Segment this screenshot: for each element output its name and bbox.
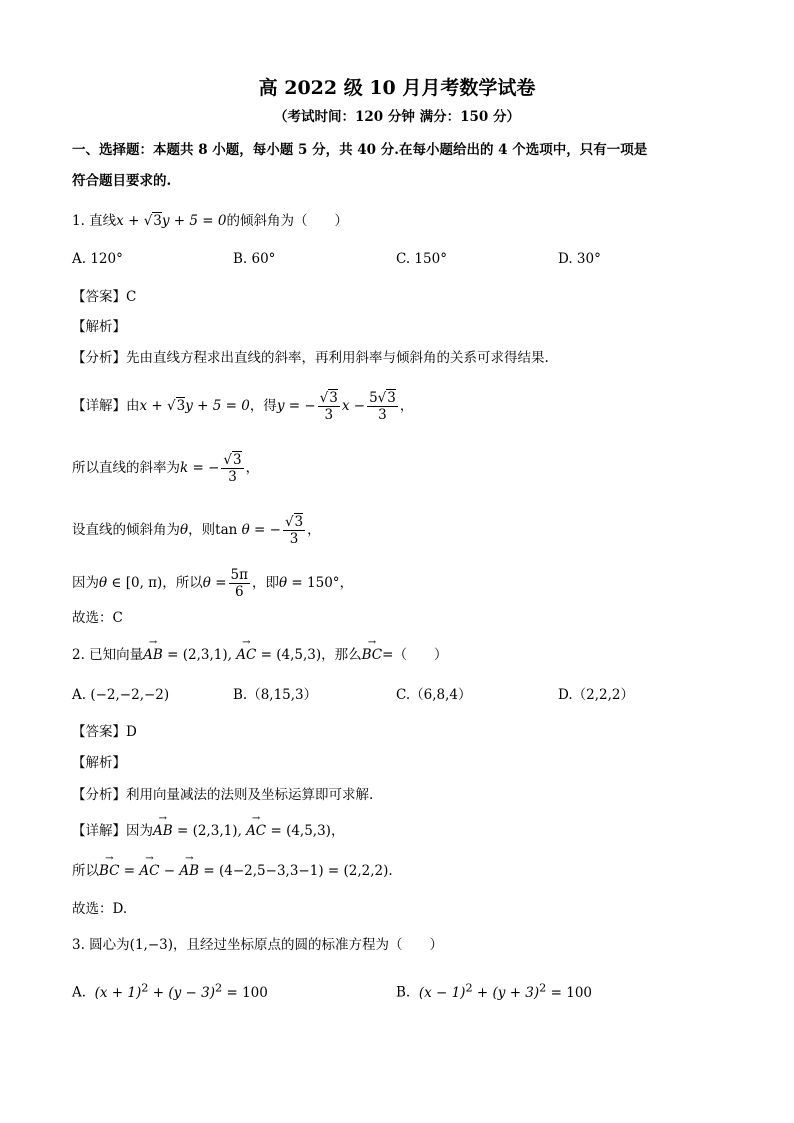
q1-tan-fraction: $\frac{√3}{3}$ [284, 514, 304, 547]
page-title: 高 2022 级 10 月月考数学试卷 [258, 77, 536, 99]
q2-answer: 【答案】D [72, 724, 137, 740]
q1-because-prefix: 因为 [72, 575, 99, 591]
q2-fenxi: 【分析】利用向量减法的法则及坐标运算即可求解. [72, 787, 374, 803]
q1-fraction-2: $\frac{5√3}{3}$ [369, 390, 396, 423]
q1-angle: 设直线的倾斜角为θ，则tan θ = − $\frac{√3}{3}$ ， [72, 514, 321, 547]
q1-detail-prefix: 【详解】由 [72, 398, 140, 414]
q1-choose: 故选：C [72, 610, 123, 626]
question-3-stem [72, 936, 443, 954]
q3-option-b: B. $(x - 1)^2 + (y + 3)^2 = 100$ [396, 981, 593, 1001]
q1-option-d: D. 30° [558, 251, 601, 267]
q1-fenxi: 【分析】先由直线方程求出直线的斜率，再利用斜率与倾斜角的关系可求得结果. [72, 350, 549, 366]
q3-option-a-label: A. [72, 984, 87, 1001]
q1-angle-fraction: $\frac{5\pi}{6}$ [230, 567, 248, 600]
q1-answer: 【答案】C [72, 289, 137, 305]
section-heading-line1: 一、选择题：本题共 8 小题，每小题 5 分，共 40 分.在每小题给出的 4 个选项中，只有一项是 [72, 142, 648, 158]
q1-option-a: A. 120° [72, 251, 123, 267]
question-1-tail: 的倾斜角为（ ） [226, 213, 348, 229]
question-1-number: 1. 直线 [72, 213, 117, 229]
q1-slope: 所以直线的斜率为k = − $\frac{√3}{3}$ ， [72, 452, 260, 485]
q1-slope-prefix: 所以直线的斜率为 [72, 460, 180, 476]
q1-because: 因为θ ∈ [0, π)，所以θ = $\frac{5\pi}{6}$ ，即θ = 150°， [72, 567, 354, 600]
q3-option-a: A. $(x + 1)^2 + (y - 3)^2 = 100$ [72, 981, 268, 1001]
q3-option-b-label: B. [396, 984, 411, 1001]
q2-choose: 故选：D. [72, 901, 128, 917]
q2-option-a: A. (−2,−2,−2) [72, 687, 170, 703]
q2-option-c: C.（6,8,4） [396, 687, 472, 703]
q1-angle-mid: ，则 [188, 522, 216, 538]
q1-fraction-1: $\frac{√3}{3}$ [319, 390, 338, 423]
question-2-stem: 2. 已知向量→ AB = (2,3,1), → AC = (4,5,3)，那么→ BC=（ ） [72, 646, 447, 664]
question-1-equation: x + √3y + 5 = 0 [116, 213, 227, 229]
q2-so: 所以→ BC = → AC − → AB = (4−2,5−3,3−1) = (2,2,2). [72, 862, 393, 880]
q2-detail-prefix: 【详解】因为 [72, 823, 153, 839]
question-1-stem [72, 212, 348, 230]
question-2-tail: =（ ） [382, 647, 448, 663]
q1-option-c: C. 150° [396, 251, 447, 267]
q1-because-mid2: ，即 [252, 575, 279, 591]
q2-option-b: B.（8,15,3） [233, 687, 318, 703]
q1-slope-fraction: $\frac{√3}{3}$ [223, 452, 242, 485]
question-3-center: (1,−3) [129, 937, 173, 953]
question-2-number: 2. 已知向量 [72, 647, 144, 663]
q2-detail: 【详解】因为→ AB = (2,3,1), → AC = (4,5,3)， [72, 822, 344, 840]
question-3-number: 3. 圆心为 [72, 937, 130, 953]
section-heading-line2: 符合题目要求的. [72, 173, 172, 189]
q1-analysis-label: 【解析】 [72, 319, 126, 335]
q1-option-b: B. 60° [233, 251, 276, 267]
q2-option-d: D.（2,2,2） [558, 687, 634, 703]
question-3-tail: ，且经过坐标原点的圆的标准方程为（ ） [173, 937, 443, 953]
question-2-tail-mid: ，那么 [321, 647, 362, 663]
q1-because-mid: ，所以 [162, 575, 203, 591]
q2-analysis-label: 【解析】 [72, 755, 126, 771]
q1-detail: 【详解】由x + √3y + 5 = 0，得y = − $\frac{√3}{3}$ x − $\frac{5√3}{3}$ ， [72, 390, 414, 423]
q1-angle-prefix: 设直线的倾斜角为 [72, 522, 180, 538]
exam-info: （考试时间：120 分钟 满分：150 分） [274, 109, 520, 125]
q2-so-prefix: 所以 [72, 863, 99, 879]
q1-detail-mid: ，得 [249, 398, 277, 414]
